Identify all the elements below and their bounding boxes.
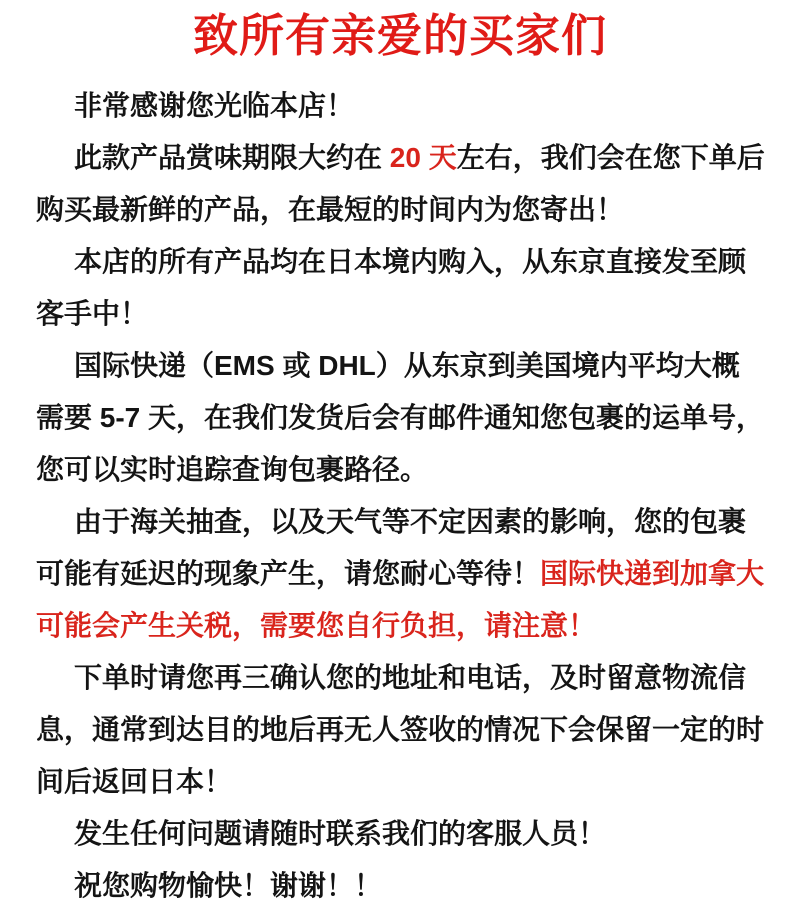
text-segment: 发生任何问题请随时联系我们的客服人员！	[74, 818, 607, 849]
paragraph	[36, 80, 766, 132]
text-segment: 本店的所有产品均在日本境内购入，从东京直接发至顾客手中！	[36, 246, 747, 329]
paragraph	[36, 652, 766, 808]
text-segment: 20 天	[389, 142, 457, 173]
text-segment: 左右，我们会在您下单后购买最新鲜的产品，在最短的时间内为您寄出！	[36, 142, 765, 225]
text-segment: 非常感谢您光临本店！	[74, 90, 355, 121]
text-segment: 此款产品赏味期限大约在	[74, 142, 390, 173]
paragraph	[36, 340, 766, 496]
notice-body	[0, 80, 800, 912]
text-segment: 下单时请您再三确认您的地址和电话，及时留意物流信息，通常到达目的地后再无人签收的情况下会保留一定的时间后返回日本！	[36, 662, 765, 797]
text-segment: 祝您购物愉快！谢谢！！	[74, 870, 383, 901]
text-segment: 国际快递到加拿大可能会产生关税，需要您自行负担，请注意！	[36, 558, 765, 641]
page-title: 致所有亲爱的买家们	[192, 10, 607, 61]
paragraph	[36, 860, 766, 912]
paragraph	[36, 496, 766, 652]
text-segment: 由于海关抽查，以及天气等不定因素的影响，您的包裹可能有延迟的现象产生，请您耐心等待！	[36, 506, 747, 589]
buyer-notice-page	[0, 8, 800, 901]
text-segment: 国际快递（EMS 或 DHL）从东京到美国境内平均大概需要 5-7 天，在我们发货后会有邮件通知您包裹的运单号，您可以实时追踪查询包裹路径。	[36, 350, 765, 485]
paragraph	[36, 808, 766, 860]
paragraph	[36, 236, 766, 340]
paragraph	[36, 132, 766, 236]
